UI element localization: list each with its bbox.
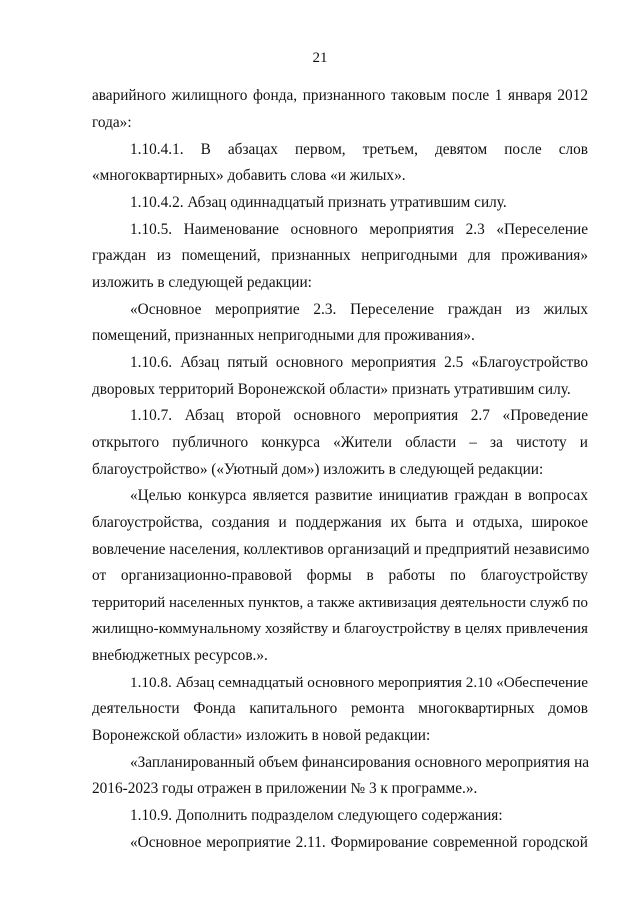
text-line: «Основное мероприятие 2.3. Переселение граждан из жилых [130,301,588,318]
text-line: «Запланированный объем финансирования основного мероприятия на [130,754,590,771]
page-number: 21 [312,50,328,66]
text-line: помещений, признанных непригодными для проживания». [92,327,475,344]
text-line: благоустройства, создания и поддержания их быта и отдыха, широкое [92,514,588,531]
text-line: «многоквартирных» добавить слова «и жилых». [92,167,406,184]
text-line: «Основное мероприятие 2.11. Формирование современной городской [130,834,588,851]
text-line: 2016-2023 годы отражен в приложении № 3 к программе.». [92,780,478,797]
text-line: «Целью конкурса является развитие инициатив граждан в вопросах [130,487,588,504]
text-line: Воронежской области» изложить в новой редакции: [92,727,431,744]
text-line: 1.10.7. Абзац второй основного мероприятия 2.7 «Проведение [130,407,588,424]
text-line: территорий населенных пунктов, а также активизация деятельности служб по [92,595,588,611]
text-line: изложить в следующей редакции: [92,274,312,291]
text-line: жилищно-коммунальному хозяйству и благоустройству в целях привлечения [92,620,588,637]
text-line: 1.10.6. Абзац пятый основного мероприятия 2.5 «Благоустройство [130,354,588,371]
text-line: аварийного жилищного фонда, признанного таковым после 1 января 2012 [92,87,588,104]
text-line: 1.10.4.2. Абзац одиннадцатый признать утратившим силу. [130,194,507,211]
text-line: внебюджетных ресурсов.». [92,647,268,664]
text-line: 1.10.4.1. В абзацах первом, третьем, девятом после слов [130,141,588,158]
text-line: открытого публичного конкурса «Жители области – за чистоту и [92,434,588,451]
text-line: 1.10.8. Абзац семнадцатый основного мероприятия 2.10 «Обеспечение [130,674,588,691]
text-line: благоустройство» («Уютный дом») изложить в следующей редакции: [92,461,544,478]
text-line: от организационно-правовой формы в работы по благоустройству [92,567,588,584]
text-line: граждан из помещений, признанных непригодными для проживания» [92,247,588,264]
text-line: года»: [92,114,132,131]
text-line: вовлечение населения, коллективов организаций и предприятий независимо [92,541,590,558]
text-line: 1.10.5. Наименование основного мероприятия 2.3 «Переселение [130,221,588,238]
text-line: деятельности Фонда капитального ремонта многоквартирных домов [92,700,588,717]
text-line: дворовых территорий Воронежской области» признать утратившим силу. [92,381,571,398]
text-line: 1.10.9. Дополнить подразделом следующего содержания: [130,807,503,824]
